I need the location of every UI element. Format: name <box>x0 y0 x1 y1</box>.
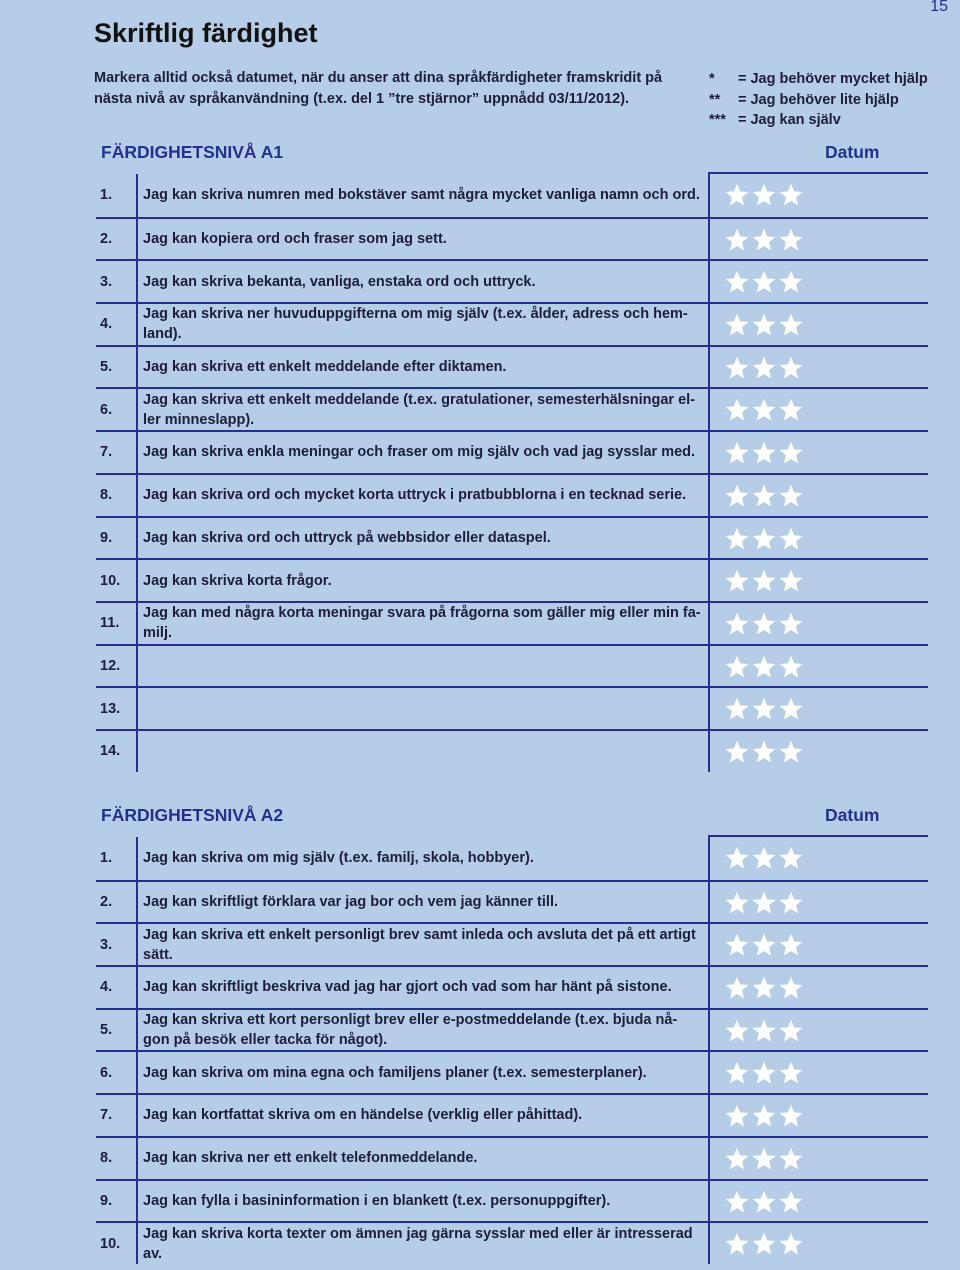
row-number: 9. <box>100 529 113 546</box>
star-icon[interactable] <box>751 568 777 594</box>
skill-text: Jag kan skriva numren med bokstäver samt några mycket vanliga namn och ord. <box>143 187 700 204</box>
star-icon[interactable] <box>778 568 804 594</box>
star-rating[interactable] <box>724 1189 804 1217</box>
star-icon[interactable] <box>724 739 750 765</box>
star-icon[interactable] <box>751 1103 777 1129</box>
column-divider <box>708 1052 710 1093</box>
star-icon[interactable] <box>778 654 804 680</box>
star-icon[interactable] <box>751 1231 777 1257</box>
skill-text: Jag kan skriva ett kort personligt brev eller e-postmeddelande (t.ex. bjuda nå-gon på besök eller tacka för något). <box>143 1012 678 1049</box>
star-icon[interactable] <box>778 227 804 253</box>
star-rating[interactable] <box>724 1018 804 1046</box>
row-number: 13. <box>100 700 121 717</box>
star-icon[interactable] <box>724 1231 750 1257</box>
column-divider <box>136 389 138 430</box>
column-divider <box>136 560 138 601</box>
row-number: 12. <box>100 657 121 674</box>
skill-row <box>96 1179 928 1222</box>
star-icon[interactable] <box>751 182 777 208</box>
column-divider <box>136 731 138 772</box>
skill-table-a1 <box>96 174 928 772</box>
star-icon[interactable] <box>778 1146 804 1172</box>
column-divider <box>136 1223 138 1264</box>
star-icon[interactable] <box>751 227 777 253</box>
column-divider <box>136 518 138 559</box>
skill-text: Jag kan skriftligt beskriva vad jag har gjort och vad som har hänt på sistone. <box>143 979 672 996</box>
column-divider <box>708 1181 710 1222</box>
star-icon[interactable] <box>724 654 750 680</box>
star-icon[interactable] <box>751 1146 777 1172</box>
star-rating[interactable] <box>724 739 804 767</box>
skill-text: Jag kan skriva bekanta, vanliga, enstaka ord och uttryck. <box>143 273 536 290</box>
column-divider <box>136 304 138 345</box>
row-number: 8. <box>100 1150 113 1167</box>
star-icon[interactable] <box>724 890 750 916</box>
row-number: 4. <box>100 316 113 333</box>
star-rating[interactable] <box>724 227 804 255</box>
star-rating[interactable] <box>724 890 804 918</box>
star-rating[interactable] <box>724 1060 804 1088</box>
column-divider <box>708 347 710 388</box>
star-icon[interactable] <box>724 1103 750 1129</box>
star-icon[interactable] <box>751 397 777 423</box>
column-divider <box>708 261 710 302</box>
skill-row <box>96 302 928 345</box>
star-legend <box>709 69 928 131</box>
star-icon[interactable] <box>751 696 777 722</box>
star-icon[interactable] <box>751 312 777 338</box>
column-divider <box>136 219 138 260</box>
legend-row <box>709 110 928 131</box>
star-icon[interactable] <box>778 932 804 958</box>
star-icon[interactable] <box>751 355 777 381</box>
row-number: 3. <box>100 936 113 953</box>
skill-text <box>143 646 703 687</box>
legend-text: = Jag behöver lite hjälp <box>738 91 899 108</box>
page-number: 15 <box>930 0 948 15</box>
star-rating[interactable] <box>724 1231 804 1259</box>
skill-text: Jag kan skriva ner ett enkelt telefonmeddelande. <box>143 1150 478 1167</box>
row-number: 10. <box>100 1235 121 1252</box>
star-icon[interactable] <box>724 975 750 1001</box>
column-divider <box>136 432 138 473</box>
column-divider <box>708 837 710 880</box>
star-icon[interactable] <box>778 397 804 423</box>
star-icon[interactable] <box>724 696 750 722</box>
row-number: 4. <box>100 979 113 996</box>
column-divider <box>136 1181 138 1222</box>
row-number: 8. <box>100 487 113 504</box>
legend-text: = Jag behöver mycket hjälp <box>738 71 928 87</box>
column-divider <box>136 646 138 687</box>
skill-row <box>96 430 928 473</box>
star-icon[interactable] <box>724 568 750 594</box>
skill-row <box>96 837 928 880</box>
column-divider <box>708 603 710 644</box>
legend-text: = Jag kan själv <box>738 112 841 128</box>
column-divider <box>708 882 710 923</box>
skill-row <box>96 729 928 772</box>
star-icon[interactable] <box>778 483 804 509</box>
star-icon[interactable] <box>724 932 750 958</box>
row-number: 5. <box>100 1022 113 1039</box>
star-icon[interactable] <box>778 182 804 208</box>
column-divider <box>136 1095 138 1136</box>
row-number: 9. <box>100 1192 113 1209</box>
column-divider <box>708 219 710 260</box>
star-rating[interactable] <box>724 526 804 554</box>
column-divider <box>136 1138 138 1179</box>
skill-text: Jag kan kopiera ord och fraser som jag sett. <box>143 231 447 248</box>
column-divider <box>136 882 138 923</box>
star-icon[interactable] <box>751 611 777 637</box>
star-icon[interactable] <box>778 1060 804 1086</box>
skill-row <box>96 558 928 601</box>
star-icon[interactable] <box>724 1060 750 1086</box>
star-icon[interactable] <box>751 932 777 958</box>
star-icon[interactable] <box>724 483 750 509</box>
row-number: 7. <box>100 444 113 461</box>
star-rating[interactable] <box>724 932 804 960</box>
column-divider <box>136 837 138 880</box>
star-icon[interactable] <box>751 1060 777 1086</box>
skill-row <box>96 686 928 729</box>
skill-text: Jag kan skriva enkla meningar och fraser om mig själv och vad jag sysslar med. <box>143 444 696 461</box>
column-divider <box>136 967 138 1008</box>
star-icon[interactable] <box>724 1146 750 1172</box>
row-number: 10. <box>100 572 121 589</box>
row-number: 6. <box>100 1064 113 1081</box>
skill-row <box>96 259 928 302</box>
legend-stars: ** <box>709 91 721 108</box>
star-rating[interactable] <box>724 355 804 383</box>
section-header-a1 <box>101 142 881 163</box>
column-divider <box>708 1138 710 1179</box>
row-number: 2. <box>100 231 113 248</box>
skill-row <box>96 345 928 388</box>
star-icon[interactable] <box>778 312 804 338</box>
date-column-label: Datum <box>825 805 880 825</box>
skill-text: Jag kan kortfattat skriva om en händelse (verklig eller påhittad). <box>143 1107 583 1124</box>
skill-text: Jag kan skriva om mig själv (t.ex. familj, skola, hobbyer). <box>143 850 534 867</box>
star-icon[interactable] <box>751 739 777 765</box>
star-icon[interactable] <box>778 1018 804 1044</box>
skill-row <box>96 965 928 1008</box>
skill-text: Jag kan skriva ett enkelt meddelande efter diktamen. <box>143 359 507 376</box>
skill-text: Jag kan med några korta meningar svara på frågorna som gäller mig eller min fa-milj. <box>143 605 701 642</box>
skill-row <box>96 1136 928 1179</box>
star-icon[interactable] <box>751 890 777 916</box>
star-rating[interactable] <box>724 975 804 1003</box>
star-icon[interactable] <box>724 1189 750 1215</box>
intro-text: Markera alltid också datumet, när du anser att dina språkfärdigheter framskridit på nästa nivå av språkanvändning (t.ex. del 1 ”tre stjärnor” uppnådd 03/11/2012). <box>94 70 663 107</box>
skill-row <box>96 473 928 516</box>
skill-text: Jag kan skriva ner huvuduppgifterna om mig själv (t.ex. ålder, adress och hem-land). <box>143 306 688 343</box>
skill-row <box>96 1093 928 1136</box>
star-icon[interactable] <box>751 269 777 295</box>
star-icon[interactable] <box>778 696 804 722</box>
star-rating[interactable] <box>724 397 804 425</box>
star-rating[interactable] <box>724 654 804 682</box>
column-divider <box>136 924 138 965</box>
star-icon[interactable] <box>778 845 804 871</box>
column-divider <box>136 1010 138 1051</box>
star-icon[interactable] <box>778 739 804 765</box>
star-icon[interactable] <box>778 890 804 916</box>
column-divider <box>708 518 710 559</box>
star-icon[interactable] <box>751 975 777 1001</box>
column-divider <box>708 967 710 1008</box>
row-number: 1. <box>100 187 113 204</box>
star-icon[interactable] <box>778 440 804 466</box>
skill-row <box>96 217 928 260</box>
skill-text: Jag kan skriva ord och mycket korta uttryck i pratbubblorna i en tecknad serie. <box>143 487 687 504</box>
star-icon[interactable] <box>778 611 804 637</box>
star-rating[interactable] <box>724 611 804 639</box>
row-number: 2. <box>100 894 113 911</box>
row-number: 7. <box>100 1107 113 1124</box>
star-icon[interactable] <box>778 1189 804 1215</box>
star-icon[interactable] <box>751 845 777 871</box>
star-rating[interactable] <box>724 845 804 873</box>
star-icon[interactable] <box>751 440 777 466</box>
column-divider <box>136 261 138 302</box>
section-header-a2 <box>101 805 881 826</box>
column-divider <box>136 1052 138 1093</box>
star-icon[interactable] <box>724 182 750 208</box>
skill-text: Jag kan skriftligt förklara var jag bor och vem jag känner till. <box>143 894 558 911</box>
column-divider <box>708 432 710 473</box>
star-icon[interactable] <box>778 1103 804 1129</box>
skill-row <box>96 516 928 559</box>
legend-row <box>709 90 928 111</box>
star-icon[interactable] <box>751 526 777 552</box>
star-icon[interactable] <box>724 611 750 637</box>
skill-text: Jag kan skriva korta frågor. <box>143 572 332 589</box>
column-divider <box>708 475 710 516</box>
skill-row <box>96 1050 928 1093</box>
skill-row <box>96 644 928 687</box>
column-divider <box>708 174 710 217</box>
star-rating[interactable] <box>724 568 804 596</box>
star-icon[interactable] <box>778 526 804 552</box>
star-icon[interactable] <box>751 1018 777 1044</box>
skill-row <box>96 922 928 965</box>
star-icon[interactable] <box>778 975 804 1001</box>
row-number: 14. <box>100 743 121 760</box>
row-number: 11. <box>100 615 120 632</box>
star-icon[interactable] <box>778 355 804 381</box>
row-number: 1. <box>100 850 113 867</box>
star-rating[interactable] <box>724 1103 804 1131</box>
star-rating[interactable] <box>724 182 804 210</box>
skill-row <box>96 1008 928 1051</box>
legend-row <box>709 69 928 90</box>
skill-text <box>143 688 703 729</box>
column-divider <box>708 646 710 687</box>
star-rating[interactable] <box>724 312 804 340</box>
column-divider <box>708 560 710 601</box>
star-rating[interactable] <box>724 1146 804 1174</box>
column-divider <box>708 924 710 965</box>
page-title: Skriftlig färdighet <box>94 18 318 48</box>
star-icon[interactable] <box>778 269 804 295</box>
section-title: FÄRDIGHETSNIVÅ A2 <box>101 805 284 825</box>
star-icon[interactable] <box>778 1231 804 1257</box>
column-divider <box>136 475 138 516</box>
star-icon[interactable] <box>724 397 750 423</box>
column-divider <box>136 688 138 729</box>
column-divider <box>136 174 138 217</box>
column-divider <box>708 731 710 772</box>
skill-text: Jag kan skriva ord och uttryck på webbsidor eller dataspel. <box>143 529 551 546</box>
skill-text: Jag kan skriva om mina egna och familjens planer (t.ex. semesterplaner). <box>143 1064 647 1081</box>
column-divider <box>136 603 138 644</box>
skill-text <box>143 731 703 772</box>
star-icon[interactable] <box>724 1018 750 1044</box>
skill-row <box>96 174 928 217</box>
star-icon[interactable] <box>724 269 750 295</box>
star-icon[interactable] <box>724 355 750 381</box>
column-divider <box>708 304 710 345</box>
star-icon[interactable] <box>724 845 750 871</box>
column-divider <box>708 1095 710 1136</box>
date-column-label: Datum <box>825 142 880 162</box>
skill-row <box>96 1221 928 1264</box>
column-divider <box>136 347 138 388</box>
star-rating[interactable] <box>724 696 804 724</box>
skill-table-a2 <box>96 837 928 1264</box>
column-divider <box>708 1223 710 1264</box>
column-divider <box>708 1010 710 1051</box>
skill-text: Jag kan skriva ett enkelt meddelande (t.ex. gratulationer, semesterhälsningar el-ler minneslapp). <box>143 391 696 428</box>
skill-row <box>96 880 928 923</box>
section-title: FÄRDIGHETSNIVÅ A1 <box>101 142 284 162</box>
star-icon[interactable] <box>724 440 750 466</box>
star-icon[interactable] <box>724 312 750 338</box>
skill-row <box>96 387 928 430</box>
star-icon[interactable] <box>751 1189 777 1215</box>
legend-stars: *** <box>709 112 726 128</box>
row-number: 6. <box>100 401 113 418</box>
row-number: 5. <box>100 359 113 376</box>
skill-row <box>96 601 928 644</box>
star-icon[interactable] <box>724 227 750 253</box>
row-number: 3. <box>100 273 113 290</box>
column-divider <box>708 688 710 729</box>
star-rating[interactable] <box>724 440 804 468</box>
skill-text: Jag kan skriva ett enkelt personligt brev samt inleda och avsluta det på ett artigt sätt. <box>143 926 696 963</box>
column-divider <box>708 389 710 430</box>
skill-text: Jag kan fylla i basininformation i en blankett (t.ex. personuppgifter). <box>143 1192 611 1209</box>
star-icon[interactable] <box>751 483 777 509</box>
star-icon[interactable] <box>724 526 750 552</box>
skill-text: Jag kan skriva korta texter om ämnen jag gärna sysslar med eller är intresserad av. <box>143 1225 693 1262</box>
star-icon[interactable] <box>751 654 777 680</box>
star-rating[interactable] <box>724 483 804 511</box>
legend-stars: * <box>709 71 715 87</box>
star-rating[interactable] <box>724 269 804 297</box>
